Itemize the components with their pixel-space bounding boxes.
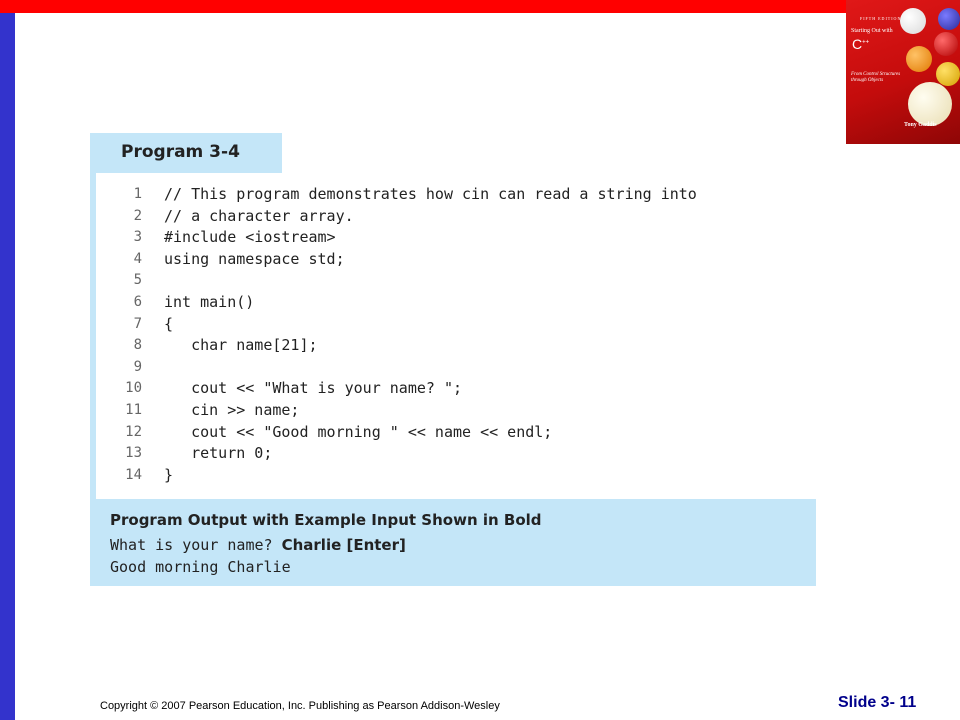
code-line bbox=[0, 400, 816, 422]
code-text: char name[21]; bbox=[164, 336, 318, 355]
program-title: Program 3-4 bbox=[121, 142, 240, 162]
cover-edition: FIFTH EDITION bbox=[860, 16, 902, 21]
output-title: Program Output with Example Input Shown in Bold bbox=[110, 511, 542, 529]
code-line bbox=[0, 227, 816, 249]
code-text: // This program demonstrates how cin can read a string into bbox=[164, 185, 697, 203]
cover-language bbox=[852, 36, 869, 52]
book-cover bbox=[846, 0, 960, 144]
cover-subtitle: From Control Structures through Objects bbox=[851, 72, 901, 83]
code-line bbox=[0, 357, 816, 379]
line-number: 3 bbox=[133, 229, 142, 246]
code-text: int main() bbox=[164, 293, 255, 311]
line-number: 6 bbox=[133, 294, 142, 310]
code-line bbox=[0, 184, 816, 206]
cover-language-letter: C bbox=[852, 36, 863, 52]
cover-language-suffix: ++ bbox=[862, 39, 870, 46]
line-number: 14 bbox=[125, 466, 142, 483]
slide-number: Slide 3- 11 bbox=[838, 694, 917, 711]
code-text: using namespace std; bbox=[164, 249, 345, 268]
line-number: 11 bbox=[125, 402, 142, 418]
code-line bbox=[0, 292, 816, 314]
billiard-ball-icon bbox=[906, 46, 932, 72]
code-line bbox=[0, 335, 816, 357]
line-number: 9 bbox=[133, 358, 142, 375]
code-text: // a character array. bbox=[164, 206, 354, 225]
code-line bbox=[0, 314, 816, 336]
code-text: { bbox=[164, 314, 174, 333]
code-line bbox=[0, 206, 816, 228]
code-line bbox=[0, 270, 816, 292]
code-line bbox=[0, 443, 816, 465]
cue-ball-icon bbox=[908, 82, 952, 126]
code-line bbox=[0, 249, 816, 271]
code-line bbox=[0, 465, 816, 487]
copyright-footer: Copyright © 2007 Pearson Education, Inc. Publishing as Pearson Addison-Wesley bbox=[100, 700, 500, 712]
code-text: } bbox=[164, 465, 174, 484]
code-text: cout << "Good morning " << name << endl; bbox=[164, 422, 553, 441]
cover-series: Starting Out with bbox=[851, 28, 893, 34]
billiard-ball-icon bbox=[936, 62, 960, 86]
line-number: 13 bbox=[125, 445, 142, 462]
code-text: cout << "What is your name? "; bbox=[164, 379, 463, 398]
billiard-ball-icon bbox=[934, 32, 958, 56]
code-line bbox=[0, 422, 816, 444]
line-number: 12 bbox=[125, 423, 142, 440]
billiard-ball-icon bbox=[938, 8, 960, 30]
line-number: 1 bbox=[133, 186, 142, 202]
code-text: cin >> name; bbox=[164, 401, 300, 419]
line-number: 7 bbox=[133, 315, 142, 332]
code-line bbox=[0, 378, 816, 400]
line-number: 10 bbox=[125, 380, 142, 397]
line-number: 2 bbox=[133, 207, 142, 224]
top-accent-bar bbox=[0, 0, 960, 13]
cover-author: Tony Gaddis bbox=[904, 122, 937, 128]
line-number: 4 bbox=[133, 250, 142, 267]
output-prompt: What is your name? bbox=[110, 536, 282, 554]
output-user-input: Charlie [Enter] bbox=[281, 536, 406, 554]
output-line bbox=[110, 536, 406, 554]
code-text: return 0; bbox=[164, 444, 273, 463]
output-line: Good morning Charlie bbox=[110, 558, 291, 576]
line-number: 8 bbox=[133, 337, 142, 354]
billiard-ball-icon bbox=[900, 8, 926, 34]
line-number: 5 bbox=[133, 272, 142, 289]
code-text: #include <iostream> bbox=[164, 228, 336, 247]
